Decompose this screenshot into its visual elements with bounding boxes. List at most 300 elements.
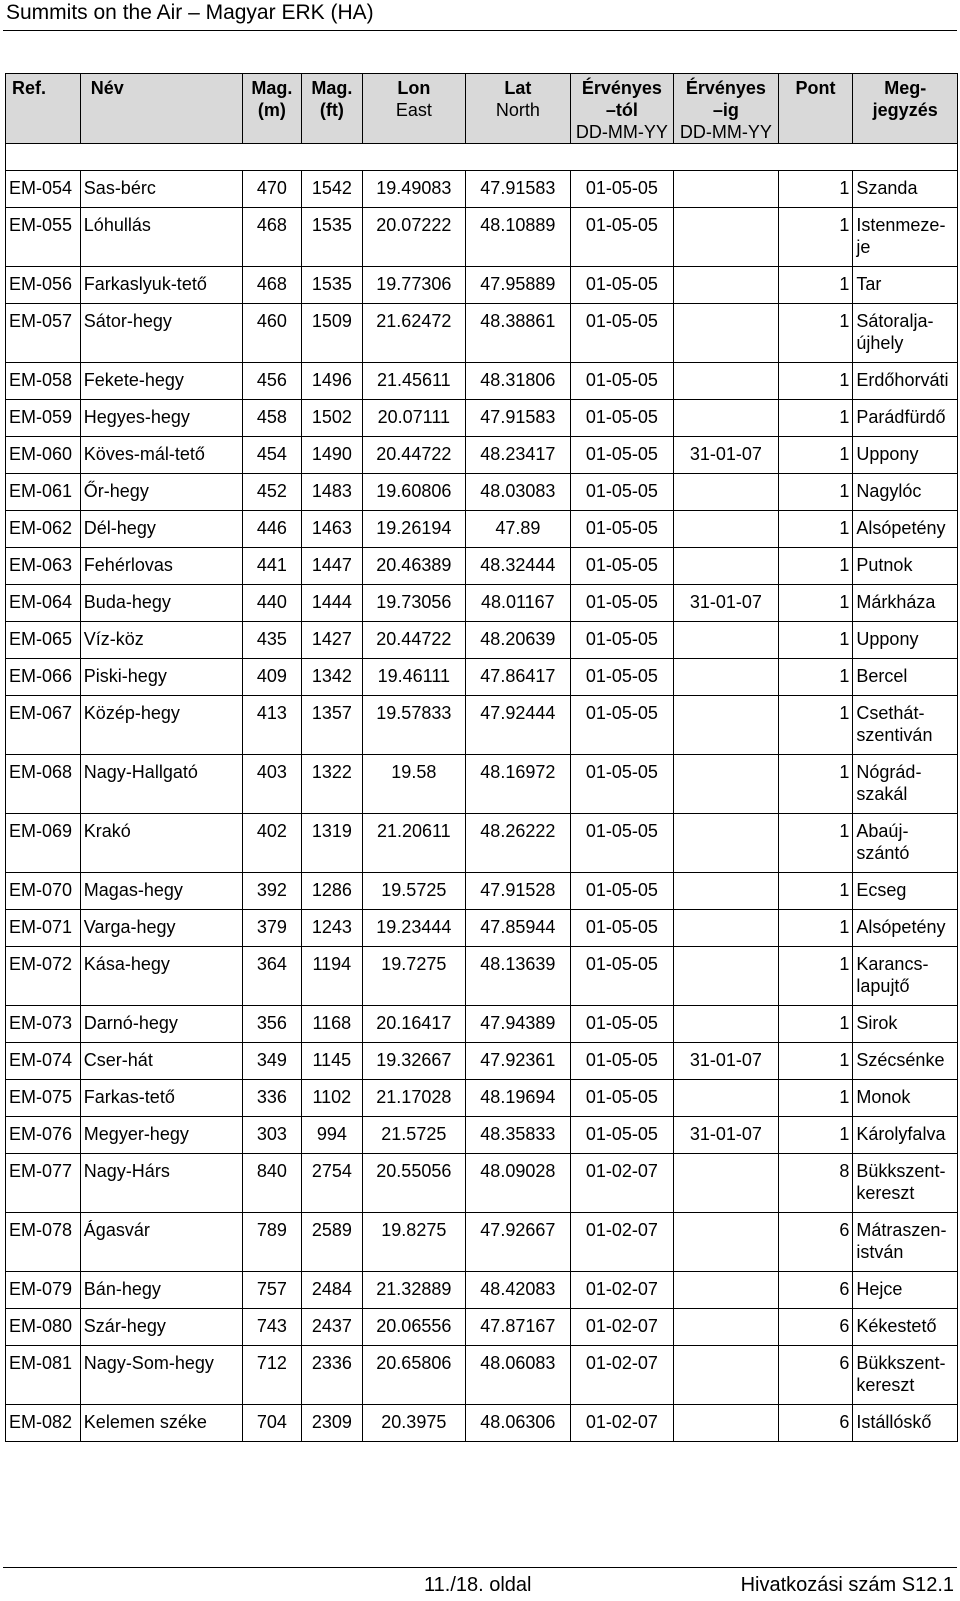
cell-points: 1 — [778, 873, 853, 910]
cell-note: Márkháza — [853, 585, 958, 622]
cell-lat: 48.31806 — [466, 363, 571, 400]
cell-height-ft: 1542 — [302, 171, 362, 208]
cell-ref: EM-070 — [6, 873, 81, 910]
cell-name: Kása-hegy — [80, 947, 242, 1006]
cell-height-m: 409 — [242, 659, 301, 696]
cell-height-ft: 1535 — [302, 267, 362, 304]
cell-name: Nagy-Som-hegy — [80, 1346, 242, 1405]
cell-name: Piski-hegy — [80, 659, 242, 696]
cell-height-ft: 1102 — [302, 1080, 362, 1117]
cell-height-m: 840 — [242, 1154, 301, 1213]
col-height-ft: Mag. (ft) — [302, 74, 362, 144]
cell-name: Sas-bérc — [80, 171, 242, 208]
cell-ref: EM-061 — [6, 474, 81, 511]
cell-height-m: 435 — [242, 622, 301, 659]
cell-valid-from: 01-05-05 — [570, 208, 674, 267]
cell-points: 8 — [778, 1154, 853, 1213]
cell-lat: 47.94389 — [466, 1006, 571, 1043]
cell-height-m: 403 — [242, 755, 301, 814]
cell-height-ft: 1145 — [302, 1043, 362, 1080]
cell-lon: 20.65806 — [362, 1346, 466, 1405]
cell-height-m: 470 — [242, 171, 301, 208]
cell-ref: EM-075 — [6, 1080, 81, 1117]
cell-name: Varga-hegy — [80, 910, 242, 947]
cell-name: Köves-mál-tető — [80, 437, 242, 474]
cell-valid-from: 01-05-05 — [570, 696, 674, 755]
table-row — [6, 208, 958, 267]
cell-note: Kékestető — [853, 1309, 958, 1346]
cell-lat: 47.95889 — [466, 267, 571, 304]
cell-height-ft: 994 — [302, 1117, 362, 1154]
cell-height-m: 303 — [242, 1117, 301, 1154]
cell-points: 1 — [778, 304, 853, 363]
cell-height-m: 364 — [242, 947, 301, 1006]
cell-lat: 48.01167 — [466, 585, 571, 622]
cell-valid-from: 01-05-05 — [570, 474, 674, 511]
cell-points: 1 — [778, 814, 853, 873]
cell-points: 6 — [778, 1213, 853, 1272]
cell-note: Szécsénke — [853, 1043, 958, 1080]
cell-points: 1 — [778, 267, 853, 304]
cell-note: Tar — [853, 267, 958, 304]
cell-name: Nagy-Hallgató — [80, 755, 242, 814]
cell-height-m: 704 — [242, 1405, 301, 1442]
cell-lat: 48.42083 — [466, 1272, 571, 1309]
cell-lat: 48.23417 — [466, 437, 571, 474]
cell-name: Buda-hegy — [80, 585, 242, 622]
cell-valid-from: 01-05-05 — [570, 548, 674, 585]
table-row — [6, 304, 958, 363]
cell-valid-from: 01-05-05 — [570, 947, 674, 1006]
cell-lat: 48.10889 — [466, 208, 571, 267]
cell-name: Lóhullás — [80, 208, 242, 267]
cell-ref: EM-077 — [6, 1154, 81, 1213]
cell-name: Farkas-tető — [80, 1080, 242, 1117]
cell-lon: 19.77306 — [362, 267, 466, 304]
table-row — [6, 1154, 958, 1213]
header-row — [6, 74, 958, 144]
cell-height-m: 468 — [242, 267, 301, 304]
cell-lat: 48.09028 — [466, 1154, 571, 1213]
cell-name: Nagy-Hárs — [80, 1154, 242, 1213]
cell-height-ft: 1194 — [302, 947, 362, 1006]
cell-ref: EM-055 — [6, 208, 81, 267]
cell-lat: 48.19694 — [466, 1080, 571, 1117]
cell-ref: EM-058 — [6, 363, 81, 400]
cell-height-ft: 1427 — [302, 622, 362, 659]
cell-note: Karancs-lapujtő — [853, 947, 958, 1006]
cell-valid-from: 01-05-05 — [570, 622, 674, 659]
cell-ref: EM-059 — [6, 400, 81, 437]
cell-points: 1 — [778, 755, 853, 814]
cell-valid-from: 01-02-07 — [570, 1346, 674, 1405]
table-row — [6, 1346, 958, 1405]
cell-valid-to — [674, 304, 779, 363]
cell-ref: EM-069 — [6, 814, 81, 873]
cell-valid-from: 01-05-05 — [570, 400, 674, 437]
cell-name: Bán-hegy — [80, 1272, 242, 1309]
cell-name: Dél-hegy — [80, 511, 242, 548]
header-rule — [3, 30, 957, 31]
cell-valid-to: 31-01-07 — [674, 437, 779, 474]
cell-lon: 19.46111 — [362, 659, 466, 696]
table-row — [6, 1080, 958, 1117]
cell-height-ft: 1447 — [302, 548, 362, 585]
cell-ref: EM-082 — [6, 1405, 81, 1442]
cell-lat: 48.03083 — [466, 474, 571, 511]
cell-lat: 48.13639 — [466, 947, 571, 1006]
cell-lon: 20.06556 — [362, 1309, 466, 1346]
cell-height-m: 712 — [242, 1346, 301, 1405]
table-row — [6, 622, 958, 659]
cell-points: 6 — [778, 1346, 853, 1405]
cell-lat: 47.85944 — [466, 910, 571, 947]
col-valid-to: Érvényes –ig DD-MM-YY — [674, 74, 779, 144]
cell-height-m: 356 — [242, 1006, 301, 1043]
cell-height-m: 402 — [242, 814, 301, 873]
cell-valid-to — [674, 1405, 779, 1442]
cell-name: Víz-köz — [80, 622, 242, 659]
cell-points: 1 — [778, 363, 853, 400]
cell-ref: EM-062 — [6, 511, 81, 548]
cell-ref: EM-057 — [6, 304, 81, 363]
cell-note: Sátoralja-újhely — [853, 304, 958, 363]
cell-name: Magas-hegy — [80, 873, 242, 910]
table-row — [6, 511, 958, 548]
cell-valid-to: 31-01-07 — [674, 585, 779, 622]
cell-name: Cser-hát — [80, 1043, 242, 1080]
cell-note: Károlyfalva — [853, 1117, 958, 1154]
col-points: Pont — [778, 74, 853, 144]
cell-points: 1 — [778, 400, 853, 437]
cell-valid-from: 01-02-07 — [570, 1309, 674, 1346]
table-row — [6, 696, 958, 755]
cell-height-m: 349 — [242, 1043, 301, 1080]
cell-ref: EM-064 — [6, 585, 81, 622]
cell-height-ft: 2589 — [302, 1213, 362, 1272]
cell-valid-to — [674, 474, 779, 511]
cell-note: Istenmeze-je — [853, 208, 958, 267]
col-name: Név — [80, 74, 242, 144]
cell-points: 1 — [778, 910, 853, 947]
cell-ref: EM-063 — [6, 548, 81, 585]
cell-points: 1 — [778, 696, 853, 755]
cell-valid-from: 01-05-05 — [570, 1006, 674, 1043]
cell-valid-to — [674, 1272, 779, 1309]
cell-lat: 47.87167 — [466, 1309, 571, 1346]
cell-height-m: 757 — [242, 1272, 301, 1309]
table-row — [6, 755, 958, 814]
cell-height-ft: 1490 — [302, 437, 362, 474]
cell-valid-to — [674, 511, 779, 548]
cell-valid-to — [674, 1213, 779, 1272]
cell-note: Parádfürdő — [853, 400, 958, 437]
cell-lon: 20.46389 — [362, 548, 466, 585]
cell-lon: 19.26194 — [362, 511, 466, 548]
cell-valid-to — [674, 947, 779, 1006]
cell-name: Ágasvár — [80, 1213, 242, 1272]
table-row — [6, 814, 958, 873]
cell-lon: 20.44722 — [362, 622, 466, 659]
cell-ref: EM-065 — [6, 622, 81, 659]
cell-note: Nógrád-szakál — [853, 755, 958, 814]
cell-ref: EM-066 — [6, 659, 81, 696]
col-lat: Lat North — [466, 74, 571, 144]
cell-lon: 20.16417 — [362, 1006, 466, 1043]
cell-note: Hejce — [853, 1272, 958, 1309]
cell-height-m: 456 — [242, 363, 301, 400]
table-row — [6, 171, 958, 208]
cell-note: Monok — [853, 1080, 958, 1117]
cell-points: 1 — [778, 474, 853, 511]
cell-valid-from: 01-05-05 — [570, 1117, 674, 1154]
cell-lon: 21.45611 — [362, 363, 466, 400]
cell-points: 1 — [778, 171, 853, 208]
col-note: Meg- jegyzés — [853, 74, 958, 144]
cell-lon: 19.60806 — [362, 474, 466, 511]
cell-lon: 21.17028 — [362, 1080, 466, 1117]
cell-lon: 20.3975 — [362, 1405, 466, 1442]
cell-name: Őr-hegy — [80, 474, 242, 511]
cell-lon: 20.07111 — [362, 400, 466, 437]
cell-points: 1 — [778, 659, 853, 696]
cell-height-m: 440 — [242, 585, 301, 622]
cell-points: 1 — [778, 208, 853, 267]
cell-lat: 47.91528 — [466, 873, 571, 910]
table-row — [6, 474, 958, 511]
cell-points: 1 — [778, 1080, 853, 1117]
cell-name: Fekete-hegy — [80, 363, 242, 400]
cell-valid-from: 01-05-05 — [570, 1043, 674, 1080]
cell-valid-to — [674, 1346, 779, 1405]
table-row — [6, 585, 958, 622]
cell-valid-from: 01-05-05 — [570, 171, 674, 208]
header-spacer — [6, 144, 958, 171]
cell-lon: 20.55056 — [362, 1154, 466, 1213]
cell-height-m: 743 — [242, 1309, 301, 1346]
cell-valid-to — [674, 548, 779, 585]
cell-valid-to — [674, 910, 779, 947]
cell-valid-from: 01-05-05 — [570, 304, 674, 363]
cell-height-ft: 1463 — [302, 511, 362, 548]
cell-ref: EM-076 — [6, 1117, 81, 1154]
cell-name: Farkaslyuk-tető — [80, 267, 242, 304]
cell-lon: 21.62472 — [362, 304, 466, 363]
cell-height-m: 789 — [242, 1213, 301, 1272]
cell-note: Csethát-szentiván — [853, 696, 958, 755]
cell-ref: EM-074 — [6, 1043, 81, 1080]
table-row — [6, 1405, 958, 1442]
cell-points: 1 — [778, 1117, 853, 1154]
cell-height-m: 454 — [242, 437, 301, 474]
cell-valid-from: 01-05-05 — [570, 585, 674, 622]
cell-valid-to — [674, 659, 779, 696]
cell-name: Fehérlovas — [80, 548, 242, 585]
cell-lon: 20.44722 — [362, 437, 466, 474]
col-ref: Ref. — [6, 74, 81, 144]
cell-height-m: 446 — [242, 511, 301, 548]
cell-height-m: 336 — [242, 1080, 301, 1117]
cell-ref: EM-071 — [6, 910, 81, 947]
cell-height-ft: 1483 — [302, 474, 362, 511]
cell-note: Istállóskő — [853, 1405, 958, 1442]
cell-name: Darnó-hegy — [80, 1006, 242, 1043]
cell-ref: EM-056 — [6, 267, 81, 304]
cell-lon: 19.7275 — [362, 947, 466, 1006]
cell-note: Mátraszen-istván — [853, 1213, 958, 1272]
cell-valid-to — [674, 755, 779, 814]
cell-ref: EM-060 — [6, 437, 81, 474]
cell-ref: EM-067 — [6, 696, 81, 755]
cell-points: 1 — [778, 548, 853, 585]
cell-points: 1 — [778, 1043, 853, 1080]
cell-lon: 19.5725 — [362, 873, 466, 910]
cell-height-ft: 1319 — [302, 814, 362, 873]
table-row — [6, 1117, 958, 1154]
table-body — [6, 171, 958, 1442]
cell-valid-to — [674, 873, 779, 910]
table-row — [6, 1272, 958, 1309]
cell-height-ft: 1444 — [302, 585, 362, 622]
cell-points: 1 — [778, 947, 853, 1006]
cell-valid-to — [674, 1154, 779, 1213]
cell-points: 1 — [778, 622, 853, 659]
cell-height-ft: 1168 — [302, 1006, 362, 1043]
cell-note: Alsópetény — [853, 910, 958, 947]
cell-valid-to — [674, 267, 779, 304]
table-row — [6, 873, 958, 910]
table-row — [6, 437, 958, 474]
summit-table — [5, 73, 958, 1442]
cell-lon: 21.32889 — [362, 1272, 466, 1309]
cell-name: Megyer-hegy — [80, 1117, 242, 1154]
cell-note: Putnok — [853, 548, 958, 585]
cell-lat: 48.16972 — [466, 755, 571, 814]
cell-valid-from: 01-05-05 — [570, 873, 674, 910]
cell-height-m: 468 — [242, 208, 301, 267]
cell-height-m: 452 — [242, 474, 301, 511]
col-height-m: Mag. (m) — [242, 74, 301, 144]
cell-valid-to: 31-01-07 — [674, 1043, 779, 1080]
cell-valid-from: 01-05-05 — [570, 363, 674, 400]
cell-height-ft: 1535 — [302, 208, 362, 267]
cell-lon: 19.8275 — [362, 1213, 466, 1272]
table-row — [6, 1043, 958, 1080]
cell-valid-from: 01-05-05 — [570, 910, 674, 947]
cell-points: 6 — [778, 1405, 853, 1442]
cell-note: Ecseg — [853, 873, 958, 910]
cell-name: Sátor-hegy — [80, 304, 242, 363]
cell-name: Közép-hegy — [80, 696, 242, 755]
table-row — [6, 1006, 958, 1043]
cell-ref: EM-080 — [6, 1309, 81, 1346]
cell-ref: EM-079 — [6, 1272, 81, 1309]
cell-lon: 21.20611 — [362, 814, 466, 873]
cell-points: 1 — [778, 1006, 853, 1043]
table-row — [6, 1309, 958, 1346]
cell-height-m: 460 — [242, 304, 301, 363]
cell-lat: 48.06083 — [466, 1346, 571, 1405]
cell-ref: EM-072 — [6, 947, 81, 1006]
table-row — [6, 267, 958, 304]
cell-lat: 47.92444 — [466, 696, 571, 755]
cell-valid-from: 01-05-05 — [570, 659, 674, 696]
cell-height-ft: 2309 — [302, 1405, 362, 1442]
table-row — [6, 363, 958, 400]
cell-valid-to — [674, 171, 779, 208]
cell-height-m: 379 — [242, 910, 301, 947]
cell-valid-from: 01-05-05 — [570, 1080, 674, 1117]
cell-valid-from: 01-05-05 — [570, 267, 674, 304]
table-row — [6, 910, 958, 947]
cell-height-m: 413 — [242, 696, 301, 755]
cell-valid-from: 01-05-05 — [570, 814, 674, 873]
cell-note: Bükkszent-kereszt — [853, 1346, 958, 1405]
cell-note: Bükkszent-kereszt — [853, 1154, 958, 1213]
cell-lat: 47.86417 — [466, 659, 571, 696]
cell-name: Hegyes-hegy — [80, 400, 242, 437]
cell-height-m: 458 — [242, 400, 301, 437]
cell-valid-to — [674, 814, 779, 873]
cell-lon: 19.32667 — [362, 1043, 466, 1080]
cell-note: Erdőhorváti — [853, 363, 958, 400]
cell-ref: EM-073 — [6, 1006, 81, 1043]
cell-valid-from: 01-02-07 — [570, 1154, 674, 1213]
cell-points: 1 — [778, 511, 853, 548]
table-row — [6, 1213, 958, 1272]
cell-lat: 48.38861 — [466, 304, 571, 363]
cell-height-ft: 1243 — [302, 910, 362, 947]
cell-valid-to — [674, 1006, 779, 1043]
cell-note: Nagylóc — [853, 474, 958, 511]
cell-ref: EM-054 — [6, 171, 81, 208]
cell-valid-from: 01-05-05 — [570, 437, 674, 474]
cell-lon: 19.57833 — [362, 696, 466, 755]
cell-lat: 48.06306 — [466, 1405, 571, 1442]
cell-valid-from: 01-02-07 — [570, 1272, 674, 1309]
cell-height-ft: 1357 — [302, 696, 362, 755]
cell-name: Kelemen széke — [80, 1405, 242, 1442]
cell-height-ft: 1322 — [302, 755, 362, 814]
cell-lat: 47.92361 — [466, 1043, 571, 1080]
cell-height-ft: 1502 — [302, 400, 362, 437]
cell-lat: 47.91583 — [466, 171, 571, 208]
cell-valid-from: 01-05-05 — [570, 755, 674, 814]
cell-valid-to — [674, 1309, 779, 1346]
table-row — [6, 947, 958, 1006]
cell-height-ft: 1342 — [302, 659, 362, 696]
cell-height-ft: 1286 — [302, 873, 362, 910]
cell-points: 1 — [778, 585, 853, 622]
cell-valid-to — [674, 400, 779, 437]
cell-valid-to: 31-01-07 — [674, 1117, 779, 1154]
cell-lon: 19.58 — [362, 755, 466, 814]
cell-lat: 48.20639 — [466, 622, 571, 659]
cell-valid-to — [674, 208, 779, 267]
cell-lon: 21.5725 — [362, 1117, 466, 1154]
cell-lat: 48.32444 — [466, 548, 571, 585]
cell-note: Uppony — [853, 437, 958, 474]
cell-height-ft: 2336 — [302, 1346, 362, 1405]
cell-lat: 48.26222 — [466, 814, 571, 873]
cell-lon: 19.49083 — [362, 171, 466, 208]
cell-height-ft: 1496 — [302, 363, 362, 400]
cell-height-m: 392 — [242, 873, 301, 910]
cell-valid-to — [674, 363, 779, 400]
table-row — [6, 659, 958, 696]
page-number: 11./18. oldal — [424, 1574, 532, 1596]
cell-valid-from: 01-02-07 — [570, 1213, 674, 1272]
